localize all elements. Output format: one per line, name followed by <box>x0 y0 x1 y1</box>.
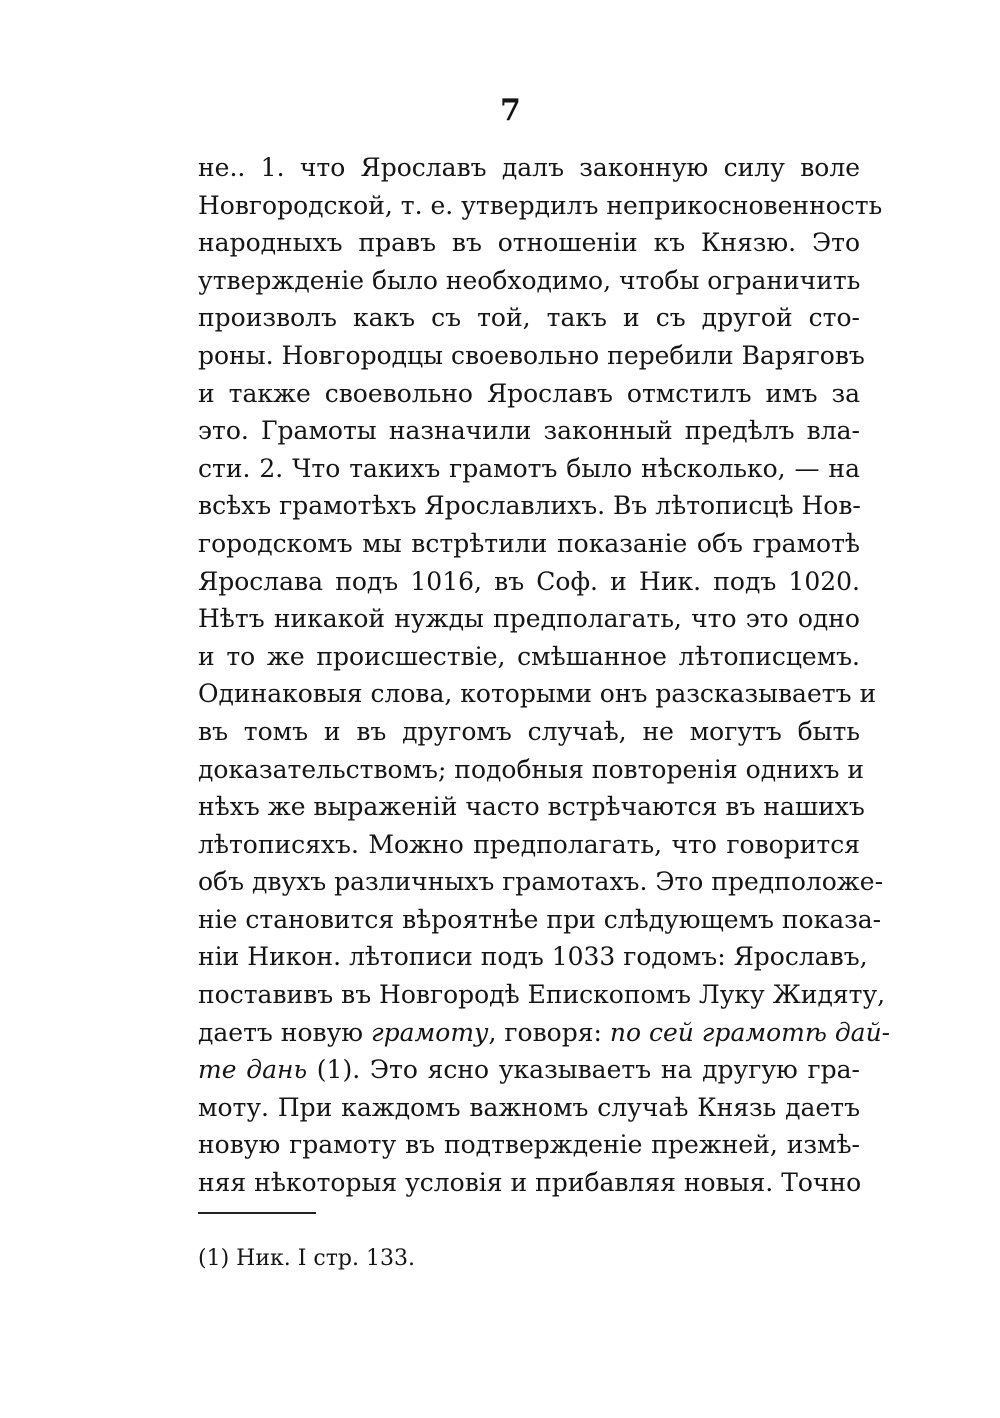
page-number: 7 <box>500 93 521 128</box>
text-line: Нѣтъ никакой нужды предполагать, что это одно <box>198 604 860 634</box>
text-line: ніе становится вѣроятнѣе при слѣдующемъ показа- <box>198 904 882 934</box>
italic-segment: по сей грамотѣ дай- <box>609 1017 891 1047</box>
text-line: нѣхъ же выраженій часто встрѣчаются въ нашихъ <box>198 792 865 822</box>
text-line: и то же происшествіе, смѣшанное лѣтописцемъ. <box>198 641 860 671</box>
text-line <box>198 1051 860 1089</box>
text-line: няя нѣкоторыя условія и прибавляя новыя. Точно <box>198 1168 862 1198</box>
text-segment: даетъ новую <box>198 1017 371 1047</box>
body-text <box>198 149 891 1202</box>
text-line: произволъ какъ съ той, такъ и съ другой сто- <box>198 303 860 333</box>
italic-segment: грамоту <box>371 1017 489 1047</box>
text-line: доказательствомъ; подобныя повторенія однихъ и <box>198 754 865 784</box>
text-line: роны. Новгородцы своевольно перебили Варяговъ <box>198 340 865 370</box>
text-line: народныхъ правъ въ отношеніи къ Князю. Это <box>198 228 860 258</box>
italic-segment: те дань <box>198 1055 308 1085</box>
footnote-divider <box>198 1212 316 1214</box>
text-line: это. Грамоты назначили законный предѣлъ вла- <box>198 416 860 446</box>
text-line <box>198 1014 891 1052</box>
text-line: сти. 2. Что такихъ грамотъ было нѣсколько, — на <box>198 453 860 483</box>
text-line: лѣтописяхъ. Можно предполагать, что говорится <box>198 829 860 859</box>
text-line: Новгородской, т. е. утвердилъ неприкосновенность <box>198 190 883 220</box>
text-line: въ томъ и въ другомъ случаѣ, не могутъ быть <box>198 716 860 746</box>
text-line: не.. 1. что Ярославъ далъ законную силу воле <box>198 153 860 182</box>
text-line: новую грамоту въ подтвержденіе прежней, измѣ- <box>198 1130 860 1160</box>
text-line: моту. При каждомъ важномъ случаѣ Князь даетъ <box>198 1092 860 1122</box>
text-line: утвержденіе было необходимо, чтобы ограничить <box>198 265 861 295</box>
text-line: поставивъ въ Новгородѣ Епископомъ Луку Жидяту, <box>198 980 886 1010</box>
text-line: и также своевольно Ярославъ отмстилъ имъ за <box>198 378 860 408</box>
text-line: всѣхъ грамотѣхъ Ярославлихъ. Въ лѣтописцѣ Нов- <box>198 491 861 521</box>
text-segment: (1). Это ясно указываетъ на другую гра- <box>307 1055 860 1085</box>
text-line: ніи Никон. лѣтописи подъ 1033 годомъ: Ярославъ, <box>198 942 868 972</box>
footnote: (1) Ник. I стр. 133. <box>198 1246 415 1271</box>
text-line: Ярослава подъ 1016, въ Соф. и Ник. подъ 1020. <box>198 566 860 596</box>
text-line: объ двухъ различныхъ грамотахъ. Это предположе- <box>198 867 884 897</box>
text-line: Одинаковыя слова, которыми онъ разсказываетъ и <box>198 679 877 709</box>
text-line: городскомъ мы встрѣтили показаніе объ грамотѣ <box>198 528 860 558</box>
text-segment: , говоря: <box>488 1017 610 1047</box>
